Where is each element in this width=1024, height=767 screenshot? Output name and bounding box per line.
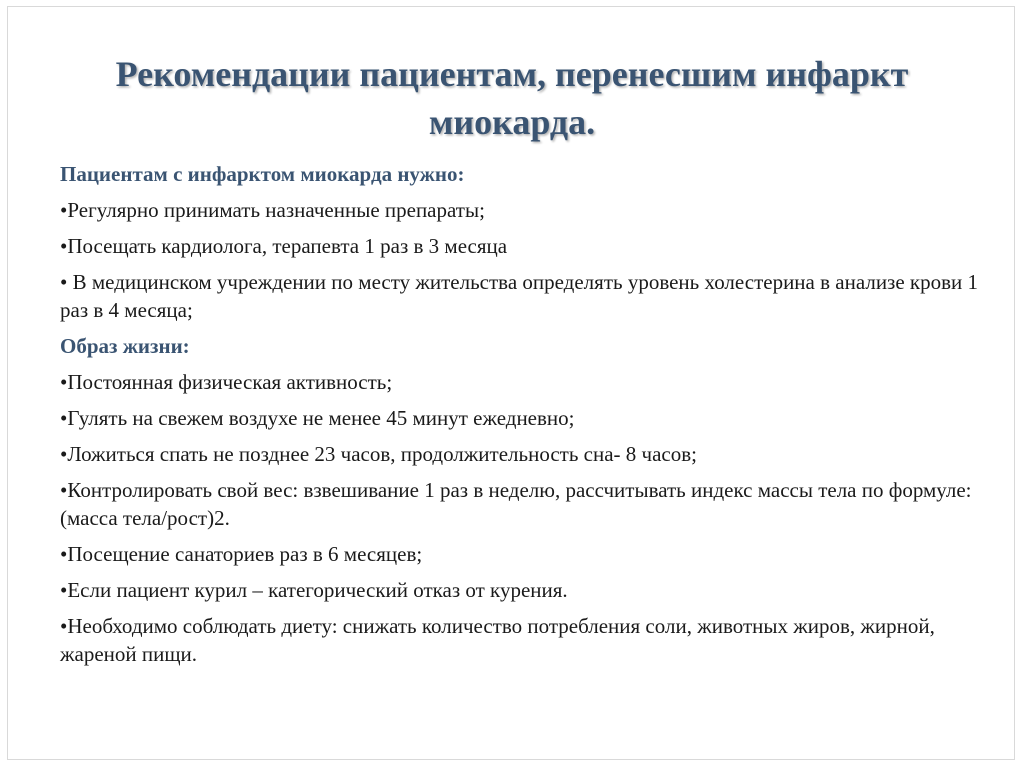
section-heading-patients: Пациентам с инфарктом миокарда нужно: — [60, 162, 465, 186]
section-heading-lifestyle: Образ жизни: — [60, 334, 190, 358]
slide-title — [0, 50, 1024, 146]
list-item: •Необходимо соблюдать диету: снижать количество потребления соли, животных жиров, жирной, жареной пищи. — [60, 614, 935, 666]
list-item: •Регулярно принимать назначенные препараты; — [60, 198, 485, 222]
list-item: •Если пациент курил – категорический отказ от курения. — [60, 578, 568, 602]
slide-body — [60, 160, 980, 676]
list-item: •Гулять на свежем воздухе не менее 45 минут ежедневно; — [60, 406, 575, 430]
title-line-1: Рекомендации пациентам, перенесшим инфаркт — [115, 54, 909, 94]
list-item: •Посещать кардиолога, терапевта 1 раз в 3 месяца — [60, 234, 508, 258]
list-item: • В медицинском учреждении по месту жительства определять уровень холестерина в анализе крови 1 раз в 4 месяца; — [60, 270, 979, 322]
list-item: •Контролировать свой вес: взвешивание 1 раз в неделю, рассчитывать индекс массы тела по формуле: (масса тела/рост)2. — [60, 478, 972, 530]
list-item: •Ложиться спать не позднее 23 часов, продолжительность сна- 8 часов; — [60, 442, 698, 466]
list-item: •Посещение санаториев раз в 6 месяцев; — [60, 542, 423, 566]
list-item: •Постоянная физическая активность; — [60, 370, 393, 394]
title-line-2: миокарда. — [428, 102, 596, 142]
